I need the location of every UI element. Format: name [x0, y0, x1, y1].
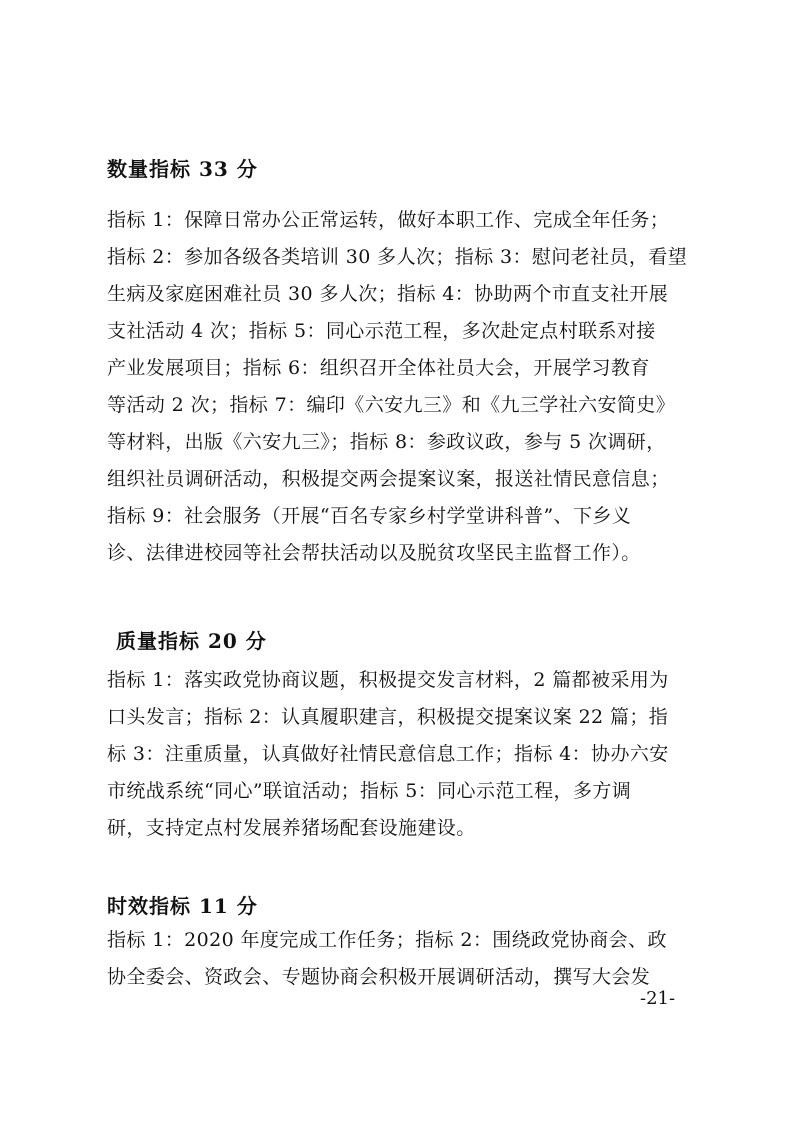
- page-number: -21-: [640, 988, 676, 1009]
- text-line: 研，支持定点村发展养猪场配套设施建设。: [107, 817, 476, 839]
- text-line: 支社活动 4 次；指标 5：同心示范工程，多次赴定点村联系对接: [107, 320, 656, 342]
- text-line: 协全委会、资政会、专题协商会积极开展调研活动，撰写大会发: [107, 966, 651, 988]
- text-line: 组织社员调研活动，积极提交两会提案议案，报送社情民意信息；: [107, 468, 670, 490]
- text-line: 指标 1：落实政党协商议题，积极提交发言材料，2 篇都被采用为: [107, 669, 669, 691]
- text-line: 口头发言；指标 2：认真履职建言，积极提交提案议案 22 篇；指: [107, 706, 669, 728]
- text-line: 诊、法律进校园等社会帮扶活动以及脱贫攻坚民主监督工作）。: [107, 542, 641, 564]
- text-line: 指标 9：社会服务（开展“百名专家乡村学堂讲科普”、下乡义: [107, 505, 632, 527]
- text-line: 指标 2：参加各级各类培训 30 多人次；指标 3：慰问老社员，看望: [107, 246, 688, 268]
- text-line: 产业发展项目；指标 6：组织召开全体社员大会，开展学习教育: [107, 357, 650, 379]
- text-line: 指标 1：2020 年度完成工作任务；指标 2：围绕政党协商会、政: [107, 929, 667, 951]
- section-heading-quantity: 数量指标 33 分: [107, 157, 258, 181]
- text-line: 生病及家庭困难社员 30 多人次；指标 4：协助两个市直支社开展: [107, 283, 669, 305]
- section-heading-quality: 质量指标 20 分: [116, 629, 267, 653]
- text-line: 标 3：注重质量，认真做好社情民意信息工作；指标 4：协办六安: [107, 743, 669, 765]
- text-line: 指标 1：保障日常办公正常运转，做好本职工作、完成全年任务；: [107, 209, 670, 231]
- text-line: 市统战系统“同心”联谊活动；指标 5：同心示范工程，多方调: [107, 780, 632, 802]
- section-heading-timeliness: 时效指标 11 分: [107, 894, 258, 918]
- text-line: 等活动 2 次；指标 7：编印《六安九三》和《九三学社六安简史》: [107, 394, 676, 416]
- text-line: 等材料，出版《六安九三》；指标 8：参政议政，参与 5 次调研，: [107, 431, 666, 453]
